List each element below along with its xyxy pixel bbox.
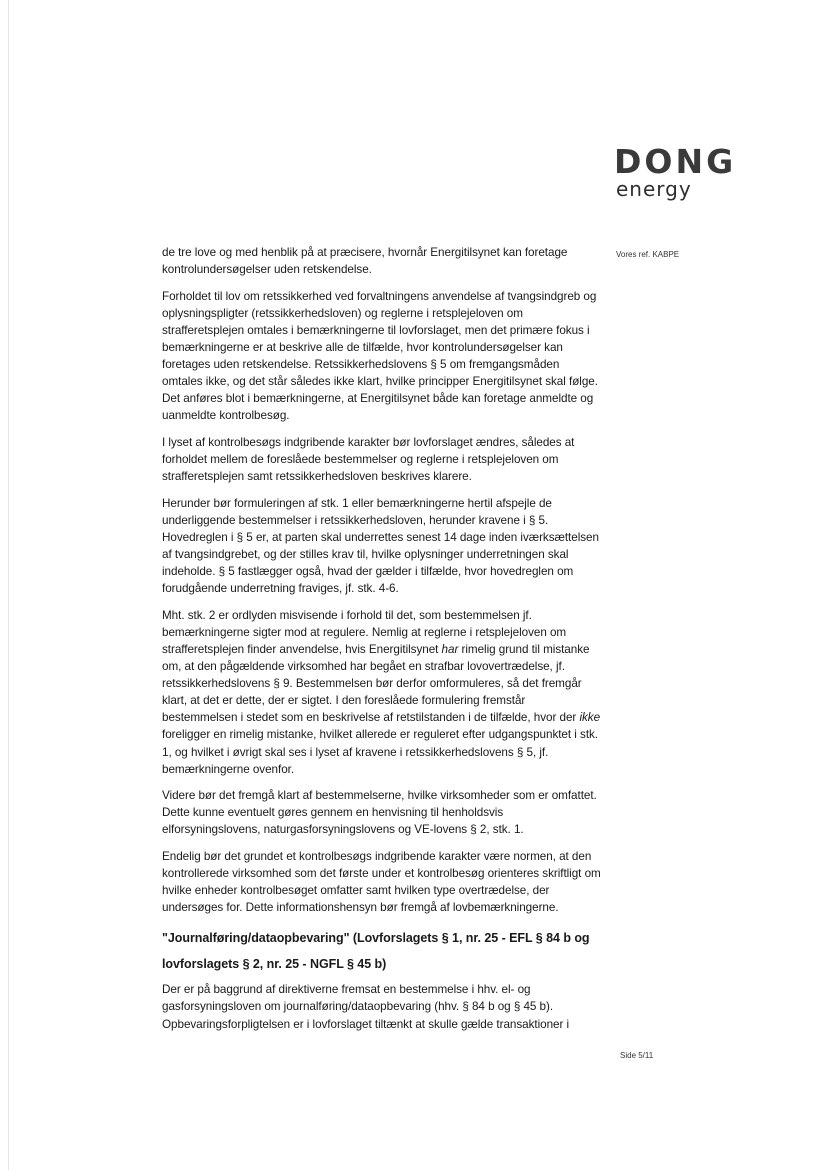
- paragraph-5-emphasis-ikke: ikke: [579, 711, 601, 725]
- paragraph-6: Videre bør det fremgå klart af bestemmelserne, hvilke virksomheder som er omfattet. Dette kunne eventuelt gøres gennem en henvisning til henholdsvis elforsyningslovens, naturgasforsyningslovens og VE-lovens § 2, stk. 1.: [162, 789, 597, 837]
- page-number: Side 5/11: [620, 1051, 654, 1060]
- paragraph-1: de tre love og med henblik på at præcisere, hvornår Energitilsynet kan foretage kontrolundersøgelser uden retskendelse.: [162, 246, 568, 277]
- paragraph-5-part-a: Mht. stk. 2 er ordlyden misvisende i forhold til det, som bestemmelsen jf. bemærkningerne sigter mod at regulere. Nemlig at reglerne i retsplejeloven om strafferetsplejen finder anvendelse, hvis Energitilsynet: [162, 608, 567, 656]
- paragraph-3: I lyset af kontrolbesøgs indgribende karakter bør lovforslaget ændres, således at forholdet mellem de foreslåede bestemmelser og reglerne i retsplejeloven om strafferetsplejen samt retssikkerhedsloven beskrives klarere.: [162, 435, 575, 484]
- section-heading-line-1: "Journalføring/dataopbevaring" (Lovforslagets § 1, nr. 25 - EFL § 84 b og: [162, 931, 590, 946]
- paragraph-2: Forholdet til lov om retssikkerhed ved forvaltningens anvendelse af tvangsindgreb og oplysningspligter (retssikkerhedsloven) og reglerne i retsplejeloven om strafferetsplejen omtales i bemærkningerne til lovforslaget, men det primære fokus i bemærkningerne er at beskrive alle de tilfælde, hvor kontrolundersøgelser kan foretages uden retskendelse. Retssikkerhedslovens § 5 om fremgangsmåden omtales ikke, og det står således ikke klart, hvilke principper Energitilsynet skal følge. Det anføres blot i bemærkningerne, at Energitilsynet både kan foretage anmeldte og uanmeldte kontrolbesøg.: [162, 289, 598, 423]
- paragraph-4: Herunder bør formuleringen af stk. 1 eller bemærkningerne hertil afspejle de underliggende bestemmelser i retssikkerhedsloven, herunder kravene i § 5. Hovedreglen i § 5 er, at parten skal underrettes senest 14 dage inden iværksættelsen af tvangsindgrebet, og der stilles krav til, hvilke oplysninger underretningen skal indeholde. § 5 fastlægger også, hvad der gælder i tilfælde, hvor hovedreglen om forudgående underretning fraviges, jf. stk. 4-6.: [162, 496, 599, 596]
- paragraph-8: Der er på baggrund af direktiverne fremsat en bestemmelse i hhv. el- og gasforsyningsloven om journalføring/dataopbevaring (hhv. § 84 b og § 45 b). Opbevaringsforpligtelsen er i lovforslaget tiltænkt at skulle gælde transaktioner i: [162, 983, 570, 1031]
- dong-energy-logo: [614, 142, 759, 201]
- paragraph-5-part-e: foreligger en rimelig mistanke, hvilket allerede er reguleret efter udgangspunktet i stk. 1, og hvilket i øvrigt skal ses i lyset af kravene i retssikkerhedslovens § 5, jf. bemærkningerne ovenfor.: [162, 728, 599, 776]
- page-edge-line: [8, 0, 9, 1170]
- paragraph-5: [162, 607, 602, 778]
- document-body: [162, 244, 602, 1042]
- paragraph-7: Endelig bør det grundet et kontrolbesøgs indgribende karakter være normen, at den kontrollerede virksomhed som det første under et kontrolbesøg orienteres skriftligt om hvilke enheder kontrolbesøget omfatter samt hvilken type overtrædelse, der undersøges for. Dette informationshensyn bør fremgå af lovbemærkningerne.: [162, 850, 601, 915]
- paragraph-5-part-c: rimelig grund til mistanke om, at den pågældende virksomhed har begået en strafbar lovovertrædelse, jf. retssikkerhedslovens § 9. Bestemmelsen bør derfor omformuleres, så det fremgår klart, at det er dette, der er sigtet. I den foreslåede formulering fremstår bestemmelsen i stedet som en beskrivelse af retstilstanden i de tilfælde, hvor der: [162, 642, 590, 725]
- section-heading-line-2: lovforslagets § 2, nr. 25 - NGFL § 45 b): [162, 957, 387, 972]
- logo-wordmark-dong: DONG: [614, 142, 737, 181]
- logo-wordmark-energy: energy: [616, 177, 692, 201]
- reference-label: Vores ref. KABPE: [616, 250, 680, 259]
- paragraph-5-emphasis-har: har: [441, 642, 459, 656]
